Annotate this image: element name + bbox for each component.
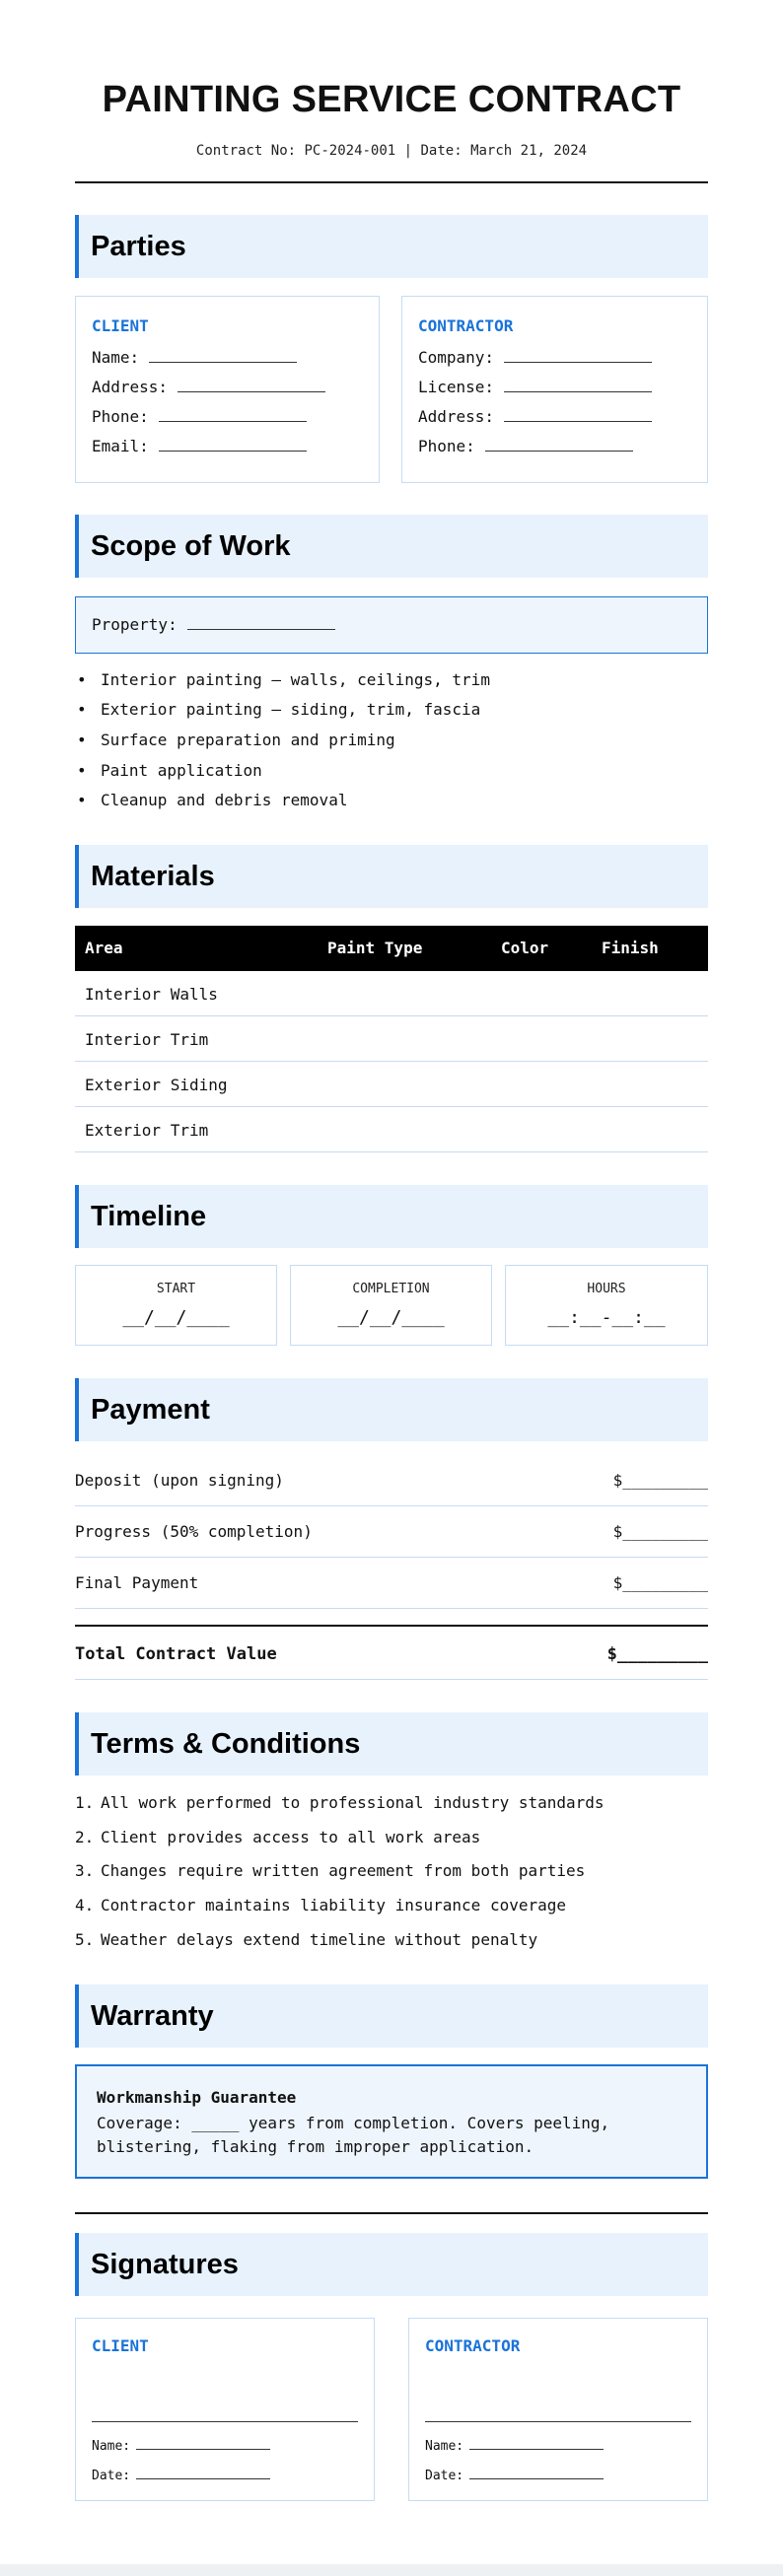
client-address-field[interactable]: Address:	[92, 378, 325, 396]
section-title: Payment	[91, 1394, 210, 1426]
column-header-paint-type: Paint Type	[327, 939, 423, 957]
payment-row-deposit	[75, 1455, 708, 1506]
payment-row-final	[75, 1558, 708, 1609]
client-signature-label: CLIENT	[92, 2336, 149, 2355]
area-cell: Exterior Siding	[85, 1076, 228, 1094]
signature-name-field[interactable]: Name:	[425, 2439, 604, 2454]
area-cell: Interior Walls	[85, 985, 218, 1004]
column-header-color: Color	[501, 939, 549, 957]
table-row	[75, 1016, 708, 1062]
term-item: 1. All work performed to professional industry standards	[75, 1793, 605, 1812]
client-name-field[interactable]: Name:	[92, 348, 297, 367]
signature-line[interactable]	[425, 2421, 691, 2422]
scope-item: • Cleanup and debris removal	[79, 791, 347, 809]
client-box	[75, 296, 380, 483]
payment-label: Progress (50% completion)	[75, 1522, 313, 1541]
payment-label: Final Payment	[75, 1573, 199, 1592]
section-header-scope	[75, 515, 708, 578]
term-item: 3. Changes require written agreement from both parties	[75, 1861, 586, 1880]
column-header-area: Area	[85, 939, 123, 957]
page-bottom-bar	[0, 2564, 783, 2576]
section-title: Signatures	[91, 2249, 239, 2280]
column-header-finish: Finish	[602, 939, 659, 957]
payment-amount[interactable]: $_________	[612, 1471, 708, 1490]
client-signature-box	[75, 2318, 375, 2501]
section-header-materials	[75, 845, 708, 908]
payment-total-row	[75, 1625, 708, 1680]
table-row	[75, 1107, 708, 1152]
contractor-address-field[interactable]: Address:	[418, 407, 652, 426]
section-title: Warranty	[91, 2000, 214, 2032]
contractor-company-field[interactable]: Company:	[418, 348, 652, 367]
signature-date-field[interactable]: Date:	[92, 2469, 270, 2483]
scope-item: • Paint application	[79, 761, 262, 780]
materials-table-header	[75, 926, 708, 971]
area-cell: Exterior Trim	[85, 1121, 209, 1140]
area-cell: Interior Trim	[85, 1030, 209, 1049]
timeline-label: HOURS	[587, 1282, 626, 1296]
section-title: Parties	[91, 231, 186, 262]
section-header-payment	[75, 1378, 708, 1441]
contractor-signature-box	[408, 2318, 708, 2501]
term-item: 5. Weather delays extend timeline without penalty	[75, 1930, 538, 1949]
timeline-completion-box[interactable]	[290, 1265, 492, 1346]
signature-name-field[interactable]: Name:	[92, 2439, 270, 2454]
payment-amount[interactable]: $_________	[612, 1522, 708, 1541]
contractor-box	[401, 296, 708, 483]
signature-line[interactable]	[92, 2421, 358, 2422]
scope-item: • Exterior painting – siding, trim, fascia	[79, 700, 480, 719]
warranty-body: Coverage: _____ years from completion. Covers peeling, blistering, flaking from improper application.	[97, 2114, 610, 2156]
section-title: Scope of Work	[91, 530, 291, 562]
payment-label: Deposit (upon signing)	[75, 1471, 284, 1490]
contract-meta: Contract No: PC-2024-001 | Date: March 21, 2024	[195, 143, 588, 159]
term-item: 4. Contractor maintains liability insurance coverage	[75, 1896, 567, 1915]
signature-date-field[interactable]: Date:	[425, 2469, 604, 2483]
signatures-divider	[75, 2212, 708, 2214]
timeline-hours-box[interactable]	[505, 1265, 708, 1346]
timeline-label: START	[156, 1282, 196, 1296]
section-header-signatures	[75, 2233, 708, 2296]
client-phone-field[interactable]: Phone:	[92, 407, 307, 426]
section-title: Timeline	[91, 1201, 207, 1232]
contractor-signature-label: CONTRACTOR	[425, 2336, 521, 2355]
timeline-value: __:__-__:__	[547, 1307, 666, 1328]
client-email-field[interactable]: Email:	[92, 437, 307, 455]
client-label: CLIENT	[92, 316, 149, 335]
contractor-license-field[interactable]: License:	[418, 378, 652, 396]
contractor-phone-field[interactable]: Phone:	[418, 437, 633, 455]
timeline-value: __/__/____	[337, 1307, 445, 1328]
contractor-label: CONTRACTOR	[418, 316, 514, 335]
payment-row-progress	[75, 1506, 708, 1558]
table-row	[75, 1062, 708, 1107]
timeline-label: COMPLETION	[352, 1282, 430, 1296]
total-label: Total Contract Value	[75, 1644, 277, 1664]
payment-amount[interactable]: $_________	[612, 1573, 708, 1592]
section-header-warranty	[75, 1984, 708, 2048]
section-title: Materials	[91, 861, 215, 892]
total-amount[interactable]: $_________	[606, 1644, 708, 1664]
scope-item: • Surface preparation and priming	[79, 731, 395, 749]
section-header-parties	[75, 215, 708, 278]
header-divider	[75, 181, 708, 183]
section-header-terms	[75, 1712, 708, 1775]
property-field[interactable]: Property:	[92, 615, 335, 634]
warranty-box	[75, 2064, 708, 2179]
page-title: PAINTING SERVICE CONTRACT	[102, 79, 681, 120]
scope-item: • Interior painting – walls, ceilings, trim	[79, 670, 490, 689]
table-row	[75, 971, 708, 1016]
section-header-timeline	[75, 1185, 708, 1248]
term-item: 2. Client provides access to all work areas	[75, 1828, 481, 1846]
section-title: Terms & Conditions	[91, 1728, 361, 1760]
property-box	[75, 596, 708, 654]
timeline-value: __/__/____	[122, 1307, 230, 1328]
timeline-start-box[interactable]	[75, 1265, 277, 1346]
warranty-title: Workmanship Guarantee	[97, 2088, 297, 2107]
